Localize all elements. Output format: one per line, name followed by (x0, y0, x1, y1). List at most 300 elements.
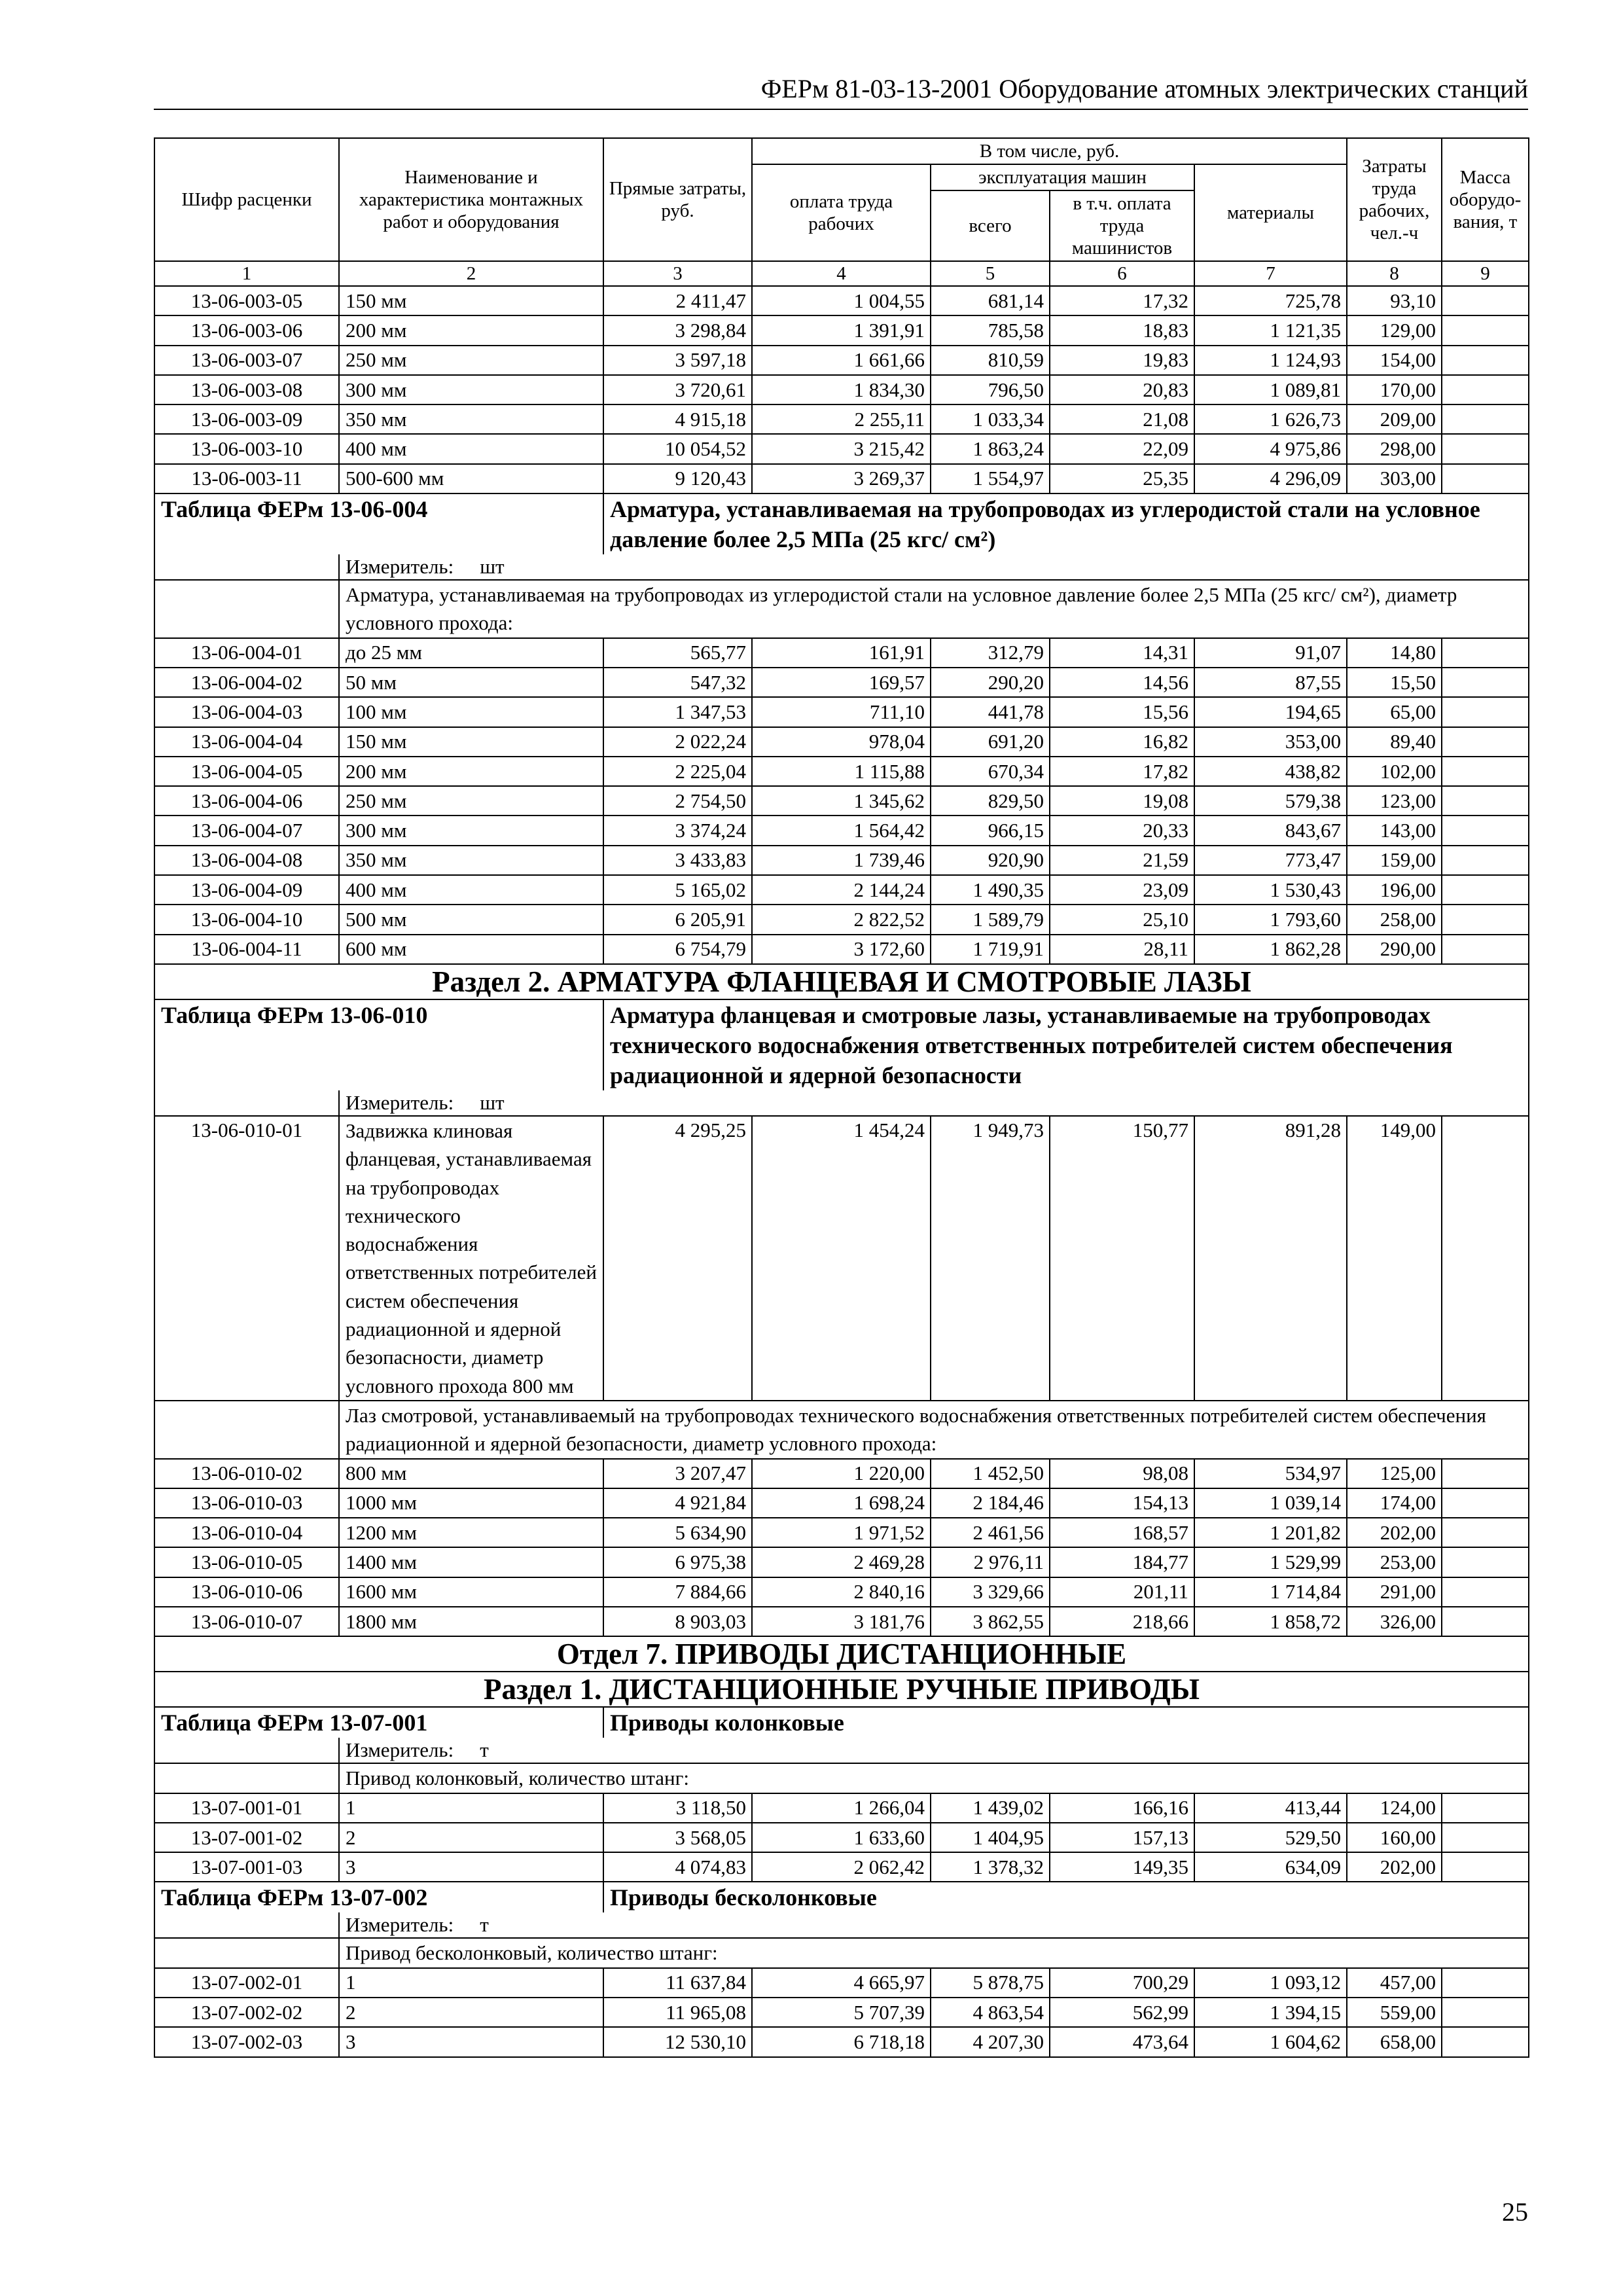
materials: 1 124,93 (1194, 346, 1347, 375)
labor-pay: 978,04 (752, 727, 931, 757)
labor-pay: 3 172,60 (752, 935, 931, 964)
header-name: Наименование и характеристика монтажных работ и оборудования (339, 138, 603, 261)
materials: 1 089,81 (1194, 375, 1347, 404)
table-row (154, 1998, 1529, 2027)
table-row (154, 1607, 1529, 1636)
direct-costs: 11 637,84 (603, 1968, 752, 1998)
direct-costs: 3 597,18 (603, 346, 752, 375)
labor-pay: 3 181,76 (752, 1607, 931, 1636)
rate-code: 13-06-004-04 (154, 727, 339, 757)
item-name: до 25 мм (339, 638, 603, 668)
rate-code: 13-06-003-07 (154, 346, 339, 375)
table-row (154, 786, 1529, 816)
item-name: 600 мм (339, 935, 603, 964)
item-name: 1200 мм (339, 1518, 603, 1547)
machines-pay: 20,33 (1050, 816, 1194, 845)
rate-code: 13-06-003-05 (154, 286, 339, 315)
machines-total: 1 439,02 (931, 1793, 1050, 1823)
table-row (154, 286, 1529, 315)
equipment-mass (1442, 1793, 1529, 1823)
machines-pay: 18,83 (1050, 315, 1194, 345)
column-number: 9 (1442, 261, 1529, 286)
item-name: 500-600 мм (339, 464, 603, 493)
direct-costs: 4 915,18 (603, 404, 752, 434)
direct-costs: 7 884,66 (603, 1577, 752, 1607)
item-name: 100 мм (339, 697, 603, 726)
table-label: Таблица ФЕРм 13-06-010 (154, 999, 603, 1090)
machines-pay: 25,10 (1050, 905, 1194, 934)
equipment-mass (1442, 375, 1529, 404)
equipment-mass (1442, 2027, 1529, 2056)
table-title: Приводы бесколонковые (603, 1882, 1529, 1912)
machines-pay: 98,08 (1050, 1459, 1194, 1488)
machines-pay: 17,32 (1050, 286, 1194, 315)
labor-pay: 1 698,24 (752, 1488, 931, 1518)
labor-pay: 1 661,66 (752, 346, 931, 375)
machines-total: 810,59 (931, 346, 1050, 375)
measure-cell (339, 1912, 1529, 1938)
machines-total: 441,78 (931, 697, 1050, 726)
labor-pay: 1 633,60 (752, 1823, 931, 1852)
description-blank (154, 1938, 339, 1967)
labor-hours: 102,00 (1347, 757, 1442, 786)
labor-hours: 457,00 (1347, 1968, 1442, 1998)
materials: 843,67 (1194, 816, 1347, 845)
labor-hours: 258,00 (1347, 905, 1442, 934)
header-labor-hours: Затраты труда рабочих, чел.-ч (1347, 138, 1442, 261)
table-row (154, 1793, 1529, 1823)
section-title-row (154, 1672, 1529, 1707)
table-row (154, 315, 1529, 345)
group-description: Лаз смотровой, устанавливаемый на трубопроводах технического водоснабжения ответственных потребителей систем обеспечения радиационной и ядерной безопасности, диаметр условного прохода: (339, 1401, 1529, 1459)
equipment-mass (1442, 786, 1529, 816)
machines-pay: 166,16 (1050, 1793, 1194, 1823)
direct-costs: 3 720,61 (603, 375, 752, 404)
direct-costs: 3 433,83 (603, 846, 752, 875)
item-name: 150 мм (339, 727, 603, 757)
table-title-row (154, 1882, 1529, 1912)
labor-hours: 658,00 (1347, 2027, 1442, 2056)
rate-code: 13-06-010-04 (154, 1518, 339, 1547)
measure-label: Измеритель: (346, 1738, 454, 1762)
item-name: 1400 мм (339, 1547, 603, 1577)
column-number: 2 (339, 261, 603, 286)
table-row (154, 2027, 1529, 2056)
rate-code: 13-07-001-03 (154, 1852, 339, 1882)
machines-pay: 15,56 (1050, 697, 1194, 726)
labor-pay: 1 834,30 (752, 375, 931, 404)
machines-pay: 16,82 (1050, 727, 1194, 757)
table-label: Таблица ФЕРм 13-07-001 (154, 1707, 603, 1738)
item-name: 250 мм (339, 346, 603, 375)
group-description: Привод бесколонковый, количество штанг: (339, 1938, 1529, 1967)
materials: 1 529,99 (1194, 1547, 1347, 1577)
column-number: 6 (1050, 261, 1194, 286)
machines-total: 681,14 (931, 286, 1050, 315)
item-name: 200 мм (339, 757, 603, 786)
table-row (154, 1968, 1529, 1998)
item-name: 400 мм (339, 434, 603, 463)
equipment-mass (1442, 1116, 1529, 1401)
materials: 353,00 (1194, 727, 1347, 757)
table-row (154, 404, 1529, 434)
labor-hours: 129,00 (1347, 315, 1442, 345)
item-name: 300 мм (339, 375, 603, 404)
table-row (154, 1518, 1529, 1547)
rate-code: 13-06-010-07 (154, 1607, 339, 1636)
measure-row (154, 1912, 1529, 1938)
table-title-row (154, 493, 1529, 554)
labor-hours: 89,40 (1347, 727, 1442, 757)
measure-row (154, 1090, 1529, 1116)
measure-unit: шт (480, 1090, 505, 1114)
materials: 87,55 (1194, 668, 1347, 697)
labor-hours: 196,00 (1347, 875, 1442, 905)
table-row (154, 816, 1529, 845)
rate-code: 13-07-002-02 (154, 1998, 339, 2027)
materials: 1 862,28 (1194, 935, 1347, 964)
labor-pay: 3 269,37 (752, 464, 931, 493)
machines-pay: 22,09 (1050, 434, 1194, 463)
item-name: 2 (339, 1823, 603, 1852)
equipment-mass (1442, 1823, 1529, 1852)
machines-pay: 14,31 (1050, 638, 1194, 668)
materials: 194,65 (1194, 697, 1347, 726)
labor-pay: 1 220,00 (752, 1459, 931, 1488)
measure-blank (154, 554, 339, 580)
rate-code: 13-06-003-10 (154, 434, 339, 463)
materials: 1 093,12 (1194, 1968, 1347, 1998)
machines-total: 2 184,46 (931, 1488, 1050, 1518)
description-row (154, 1401, 1529, 1459)
labor-hours: 65,00 (1347, 697, 1442, 726)
machines-total: 920,90 (931, 846, 1050, 875)
machines-pay: 28,11 (1050, 935, 1194, 964)
equipment-mass (1442, 1488, 1529, 1518)
labor-pay: 2 840,16 (752, 1577, 931, 1607)
labor-pay: 1 345,62 (752, 786, 931, 816)
direct-costs: 9 120,43 (603, 464, 752, 493)
labor-pay: 169,57 (752, 668, 931, 697)
labor-hours: 170,00 (1347, 375, 1442, 404)
materials: 1 858,72 (1194, 1607, 1347, 1636)
equipment-mass (1442, 1607, 1529, 1636)
description-blank (154, 1401, 339, 1459)
materials: 534,97 (1194, 1459, 1347, 1488)
machines-pay: 21,59 (1050, 846, 1194, 875)
machines-total: 1 452,50 (931, 1459, 1050, 1488)
materials: 1 604,62 (1194, 2027, 1347, 2056)
rate-code: 13-06-004-05 (154, 757, 339, 786)
labor-hours: 290,00 (1347, 935, 1442, 964)
labor-hours: 125,00 (1347, 1459, 1442, 1488)
direct-costs: 4 295,25 (603, 1116, 752, 1401)
machines-pay: 149,35 (1050, 1852, 1194, 1882)
measure-row (154, 1738, 1529, 1763)
machines-total: 4 863,54 (931, 1998, 1050, 2027)
materials: 1 394,15 (1194, 1998, 1347, 2027)
machines-total: 312,79 (931, 638, 1050, 668)
direct-costs: 2 754,50 (603, 786, 752, 816)
equipment-mass (1442, 1998, 1529, 2027)
item-name: Задвижка клиновая фланцевая, устанавливаемая на трубопроводах технического водоснабжения ответственных потребителей систем обеспечения радиационной и ядерной безопасности, диаметр условного прохода 800 мм (339, 1116, 603, 1401)
table-body (154, 138, 1529, 2057)
machines-total: 796,50 (931, 375, 1050, 404)
direct-costs: 3 568,05 (603, 1823, 752, 1852)
measure-cell (339, 1090, 1529, 1116)
direct-costs: 2 411,47 (603, 286, 752, 315)
table-row (154, 1488, 1529, 1518)
item-name: 350 мм (339, 404, 603, 434)
materials: 891,28 (1194, 1116, 1347, 1401)
materials: 725,78 (1194, 286, 1347, 315)
rate-code: 13-07-002-03 (154, 2027, 339, 2056)
rate-code: 13-06-004-10 (154, 905, 339, 934)
machines-total: 691,20 (931, 727, 1050, 757)
table-row (154, 1547, 1529, 1577)
labor-pay: 2 469,28 (752, 1547, 931, 1577)
rate-code: 13-06-003-06 (154, 315, 339, 345)
item-name: 500 мм (339, 905, 603, 934)
labor-hours: 209,00 (1347, 404, 1442, 434)
materials: 529,50 (1194, 1823, 1347, 1852)
header-materials: материалы (1194, 164, 1347, 261)
machines-total: 1 378,32 (931, 1852, 1050, 1882)
machines-pay: 17,82 (1050, 757, 1194, 786)
direct-costs: 10 054,52 (603, 434, 752, 463)
equipment-mass (1442, 1518, 1529, 1547)
header-machines-pay: в т.ч. оплата труда машинистов (1050, 190, 1194, 261)
machines-total: 1 719,91 (931, 935, 1050, 964)
description-blank (154, 1763, 339, 1793)
materials: 634,09 (1194, 1852, 1347, 1882)
measure-label: Измеритель: (346, 1090, 454, 1114)
item-name: 50 мм (339, 668, 603, 697)
measure-unit: шт (480, 555, 505, 579)
labor-hours: 15,50 (1347, 668, 1442, 697)
table-row (154, 1116, 1529, 1401)
item-name: 3 (339, 2027, 603, 2056)
measure-row (154, 554, 1529, 580)
rate-code: 13-06-004-01 (154, 638, 339, 668)
header-direct-costs: Прямые затраты, руб. (603, 138, 752, 261)
equipment-mass (1442, 346, 1529, 375)
materials: 579,38 (1194, 786, 1347, 816)
measure-blank (154, 1912, 339, 1938)
machines-pay: 562,99 (1050, 1998, 1194, 2027)
equipment-mass (1442, 1577, 1529, 1607)
direct-costs: 11 965,08 (603, 1998, 752, 2027)
materials: 1 039,14 (1194, 1488, 1347, 1518)
table-row (154, 346, 1529, 375)
header-labor-pay: оплата труда рабочих (752, 164, 931, 261)
equipment-mass (1442, 1968, 1529, 1998)
machines-total: 5 878,75 (931, 1968, 1050, 1998)
document-header: ФЕРм 81-03-13-2001 Оборудование атомных электрических станций (760, 74, 1528, 103)
materials: 1 121,35 (1194, 315, 1347, 345)
labor-pay: 1 564,42 (752, 816, 931, 845)
department-title: Отдел 7. ПРИВОДЫ ДИСТАНЦИОННЫЕ (154, 1636, 1529, 1672)
machines-total: 2 461,56 (931, 1518, 1050, 1547)
item-name: 3 (339, 1852, 603, 1882)
table-row (154, 875, 1529, 905)
item-name: 150 мм (339, 286, 603, 315)
rate-code: 13-07-001-01 (154, 1793, 339, 1823)
labor-hours: 123,00 (1347, 786, 1442, 816)
equipment-mass (1442, 668, 1529, 697)
direct-costs: 2 225,04 (603, 757, 752, 786)
materials: 1 201,82 (1194, 1518, 1347, 1547)
equipment-mass (1442, 315, 1529, 345)
item-name: 200 мм (339, 315, 603, 345)
table-row (154, 935, 1529, 964)
labor-pay: 4 665,97 (752, 1968, 931, 1998)
section-title-row (154, 964, 1529, 999)
labor-hours: 14,80 (1347, 638, 1442, 668)
machines-pay: 168,57 (1050, 1518, 1194, 1547)
header-machines-total: всего (931, 190, 1050, 261)
labor-pay: 2 062,42 (752, 1852, 931, 1882)
machines-total: 1 404,95 (931, 1823, 1050, 1852)
rate-code: 13-06-004-08 (154, 846, 339, 875)
materials: 1 714,84 (1194, 1577, 1347, 1607)
direct-costs: 547,32 (603, 668, 752, 697)
labor-pay: 6 718,18 (752, 2027, 931, 2056)
direct-costs: 5 634,90 (603, 1518, 752, 1547)
table-row (154, 464, 1529, 493)
rate-code: 13-06-004-03 (154, 697, 339, 726)
labor-pay: 1 739,46 (752, 846, 931, 875)
labor-pay: 3 215,42 (752, 434, 931, 463)
item-name: 350 мм (339, 846, 603, 875)
item-name: 1800 мм (339, 1607, 603, 1636)
item-name: 250 мм (339, 786, 603, 816)
machines-pay: 25,35 (1050, 464, 1194, 493)
table-row (154, 638, 1529, 668)
equipment-mass (1442, 464, 1529, 493)
rate-code: 13-06-003-08 (154, 375, 339, 404)
description-blank (154, 580, 339, 638)
header-row-1 (154, 138, 1529, 164)
direct-costs: 3 298,84 (603, 315, 752, 345)
section-title: Раздел 1. ДИСТАНЦИОННЫЕ РУЧНЫЕ ПРИВОДЫ (154, 1672, 1529, 1707)
materials: 4 975,86 (1194, 434, 1347, 463)
equipment-mass (1442, 1459, 1529, 1488)
materials: 1 530,43 (1194, 875, 1347, 905)
machines-total: 1 554,97 (931, 464, 1050, 493)
machines-pay: 150,77 (1050, 1116, 1194, 1401)
table-row (154, 1459, 1529, 1488)
machines-total: 3 329,66 (931, 1577, 1050, 1607)
group-description: Арматура, устанавливаемая на трубопроводах из углеродистой стали на условное давление более 2,5 МПа (25 кгс/ см²), диаметр условного прохода: (339, 580, 1529, 638)
measure-blank (154, 1090, 339, 1116)
rates-table (154, 137, 1529, 2058)
header-rule (154, 109, 1528, 110)
equipment-mass (1442, 638, 1529, 668)
labor-hours: 143,00 (1347, 816, 1442, 845)
header-code: Шифр расценки (154, 138, 339, 261)
labor-hours: 202,00 (1347, 1518, 1442, 1547)
table-row (154, 434, 1529, 463)
equipment-mass (1442, 875, 1529, 905)
direct-costs: 3 374,24 (603, 816, 752, 845)
labor-pay: 1 266,04 (752, 1793, 931, 1823)
labor-hours: 326,00 (1347, 1607, 1442, 1636)
table-row (154, 727, 1529, 757)
equipment-mass (1442, 697, 1529, 726)
machines-pay: 19,08 (1050, 786, 1194, 816)
machines-total: 1 033,34 (931, 404, 1050, 434)
table-row (154, 905, 1529, 934)
labor-hours: 253,00 (1347, 1547, 1442, 1577)
labor-pay: 161,91 (752, 638, 931, 668)
materials: 1 626,73 (1194, 404, 1347, 434)
machines-pay: 23,09 (1050, 875, 1194, 905)
labor-pay: 5 707,39 (752, 1998, 931, 2027)
item-name: 1 (339, 1968, 603, 1998)
equipment-mass (1442, 434, 1529, 463)
department-title-row (154, 1636, 1529, 1672)
machines-pay: 473,64 (1050, 2027, 1194, 2056)
labor-hours: 202,00 (1347, 1852, 1442, 1882)
rate-code: 13-06-004-06 (154, 786, 339, 816)
direct-costs: 8 903,03 (603, 1607, 752, 1636)
item-name: 400 мм (339, 875, 603, 905)
table-row (154, 757, 1529, 786)
machines-total: 2 976,11 (931, 1547, 1050, 1577)
direct-costs: 6 205,91 (603, 905, 752, 934)
direct-costs: 2 022,24 (603, 727, 752, 757)
materials: 91,07 (1194, 638, 1347, 668)
labor-pay: 1 004,55 (752, 286, 931, 315)
measure-cell (339, 1738, 1529, 1763)
direct-costs: 1 347,53 (603, 697, 752, 726)
machines-total: 3 862,55 (931, 1607, 1050, 1636)
rate-code: 13-06-010-01 (154, 1116, 339, 1401)
rate-code: 13-06-010-05 (154, 1547, 339, 1577)
column-number: 5 (931, 261, 1050, 286)
page-number: 25 (1502, 2197, 1528, 2227)
materials: 1 793,60 (1194, 905, 1347, 934)
equipment-mass (1442, 846, 1529, 875)
materials: 773,47 (1194, 846, 1347, 875)
labor-pay: 2 822,52 (752, 905, 931, 934)
machines-pay: 201,11 (1050, 1577, 1194, 1607)
materials: 4 296,09 (1194, 464, 1347, 493)
group-description: Привод колонковый, количество штанг: (339, 1763, 1529, 1793)
machines-pay: 19,83 (1050, 346, 1194, 375)
machines-pay: 218,66 (1050, 1607, 1194, 1636)
labor-hours: 124,00 (1347, 1793, 1442, 1823)
direct-costs: 3 207,47 (603, 1459, 752, 1488)
table-title-row (154, 1707, 1529, 1738)
equipment-mass (1442, 935, 1529, 964)
labor-hours: 303,00 (1347, 464, 1442, 493)
labor-pay: 2 255,11 (752, 404, 931, 434)
rate-code: 13-06-010-02 (154, 1459, 339, 1488)
equipment-mass (1442, 1547, 1529, 1577)
rate-code: 13-06-010-03 (154, 1488, 339, 1518)
labor-hours: 149,00 (1347, 1116, 1442, 1401)
machines-total: 670,34 (931, 757, 1050, 786)
labor-hours: 160,00 (1347, 1823, 1442, 1852)
column-number: 8 (1347, 261, 1442, 286)
item-name: 800 мм (339, 1459, 603, 1488)
column-number: 3 (603, 261, 752, 286)
machines-total: 966,15 (931, 816, 1050, 845)
column-number-row (154, 261, 1529, 286)
machines-pay: 154,13 (1050, 1488, 1194, 1518)
